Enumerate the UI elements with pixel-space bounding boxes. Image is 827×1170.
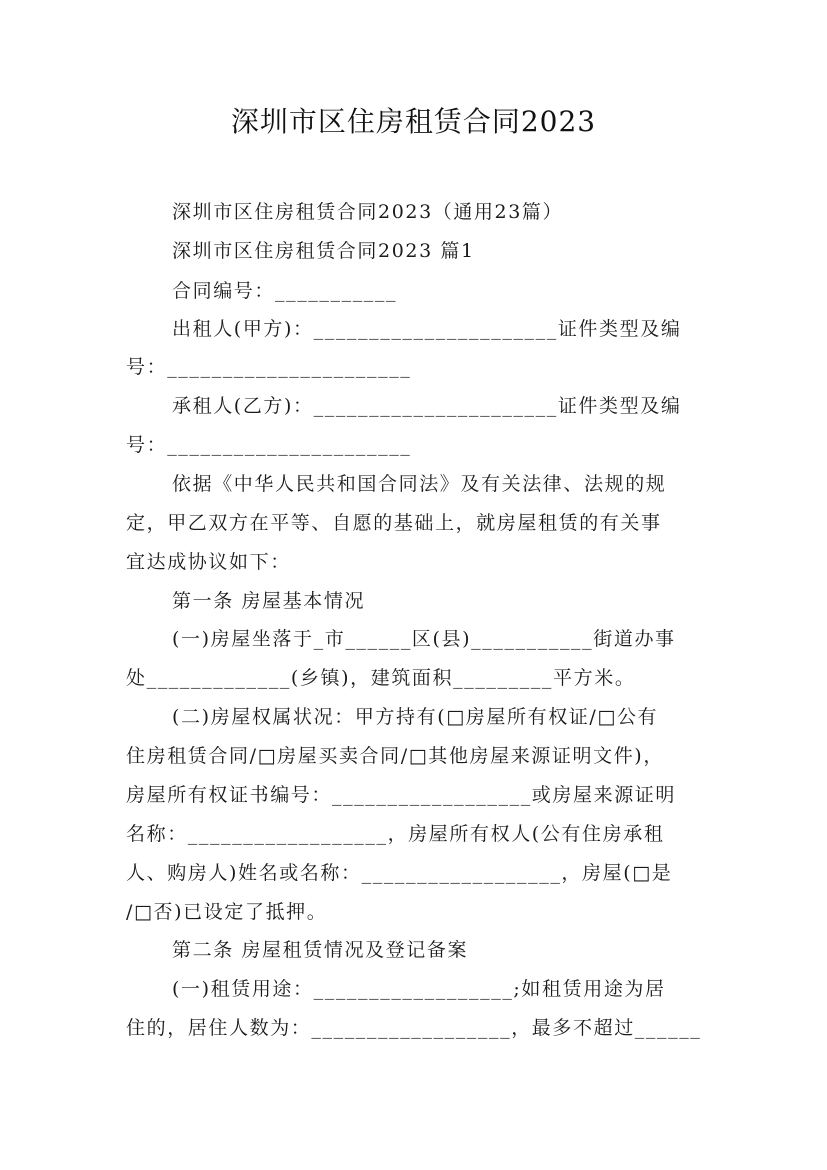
preamble-line-1: 依据《中华人民共和国合同法》及有关法律、法规的规 <box>172 473 667 495</box>
contract-section-heading: 深圳市区住房租赁合同2023 篇1 <box>172 240 475 262</box>
article-2-heading: 第二条 房屋租赁情况及登记备案 <box>172 939 469 961</box>
article-2-clause-1-line-1: (一)租赁用途：__________________;如租赁用途为居 <box>172 978 666 1000</box>
document-title: 深圳市区住房租赁合同2023 <box>230 105 597 138</box>
article-1-clause-2-line-1: (二)房屋权属状况：甲方持有(□房屋所有权证/□公有 <box>172 706 659 728</box>
article-1-clause-2-line-6: /□否)已设定了抵押。 <box>126 901 328 923</box>
article-1-clause-2-line-4: 名称：__________________，房屋所有权人(公有住房承租 <box>126 823 665 845</box>
preamble-line-3: 宜达成协议如下： <box>126 551 291 573</box>
contract-number-line: 合同编号：___________ <box>172 280 398 302</box>
article-1-clause-1-line-2: 处_____________(乡镇)，建筑面积_________平方米。 <box>126 667 636 689</box>
lessor-id-line: 号：______________________ <box>126 356 412 378</box>
article-1-clause-2-line-3: 房屋所有权证书编号：__________________或房屋来源证明 <box>126 784 677 806</box>
article-1-heading: 第一条 房屋基本情况 <box>172 590 366 612</box>
article-1-clause-2-line-2: 住房租赁合同/□房屋买卖合同/□其他房屋来源证明文件)， <box>126 745 664 767</box>
lessee-line: 承租人(乙方)：______________________证件类型及编 <box>172 395 682 417</box>
lessee-id-line: 号：______________________ <box>126 434 412 456</box>
contract-subtitle: 深圳市区住房租赁合同2023（通用23篇） <box>172 201 564 223</box>
article-1-clause-2-line-5: 人、购房人)姓名或名称：__________________，房屋(□是 <box>126 862 673 884</box>
article-2-clause-1-line-2: 住的，居住人数为：__________________，最多不超过______ <box>126 1017 702 1039</box>
article-1-clause-1-line-1: (一)房屋坐落于_市______区(县)___________街道办事 <box>172 628 676 650</box>
lessor-line: 出租人(甲方)：______________________证件类型及编 <box>172 318 682 340</box>
preamble-line-2: 定，甲乙双方在平等、自愿的基础上，就房屋租赁的有关事 <box>126 512 662 534</box>
